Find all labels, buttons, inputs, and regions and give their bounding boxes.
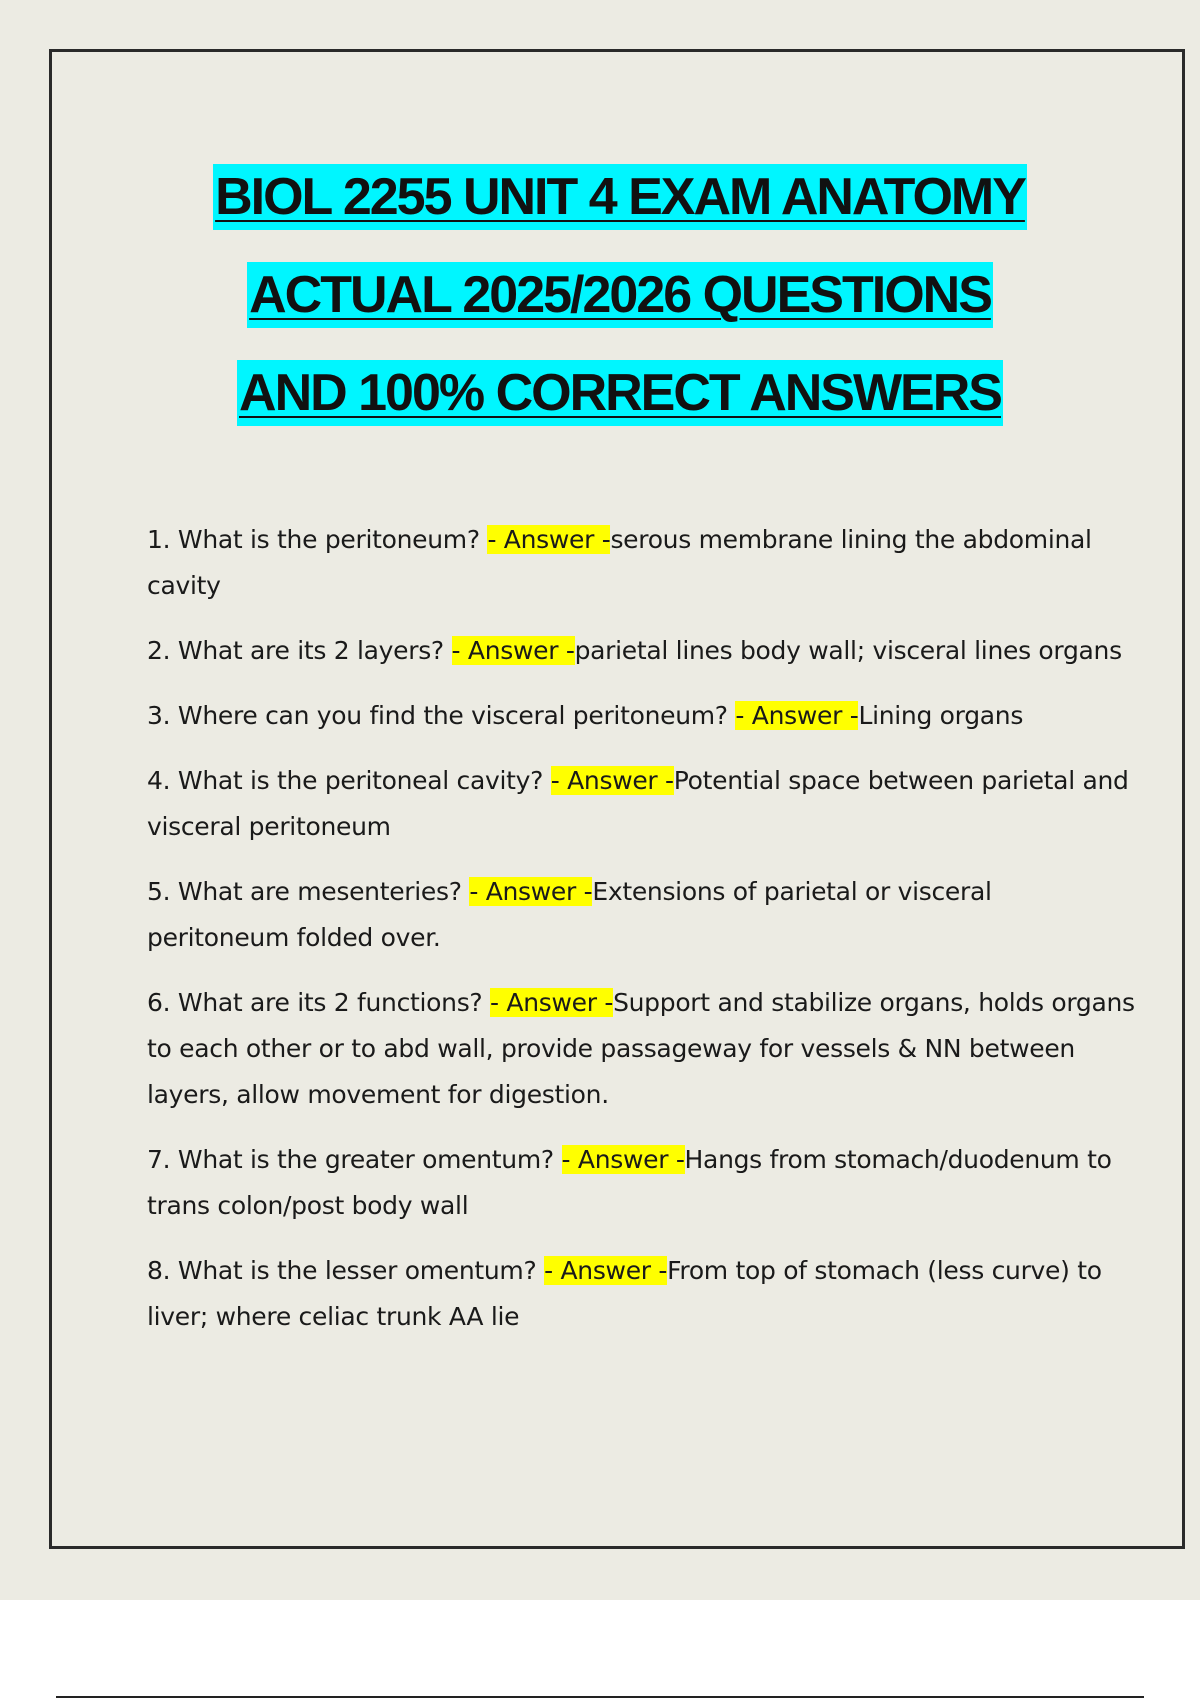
answer-text: Support and stabilize organs, holds organs to each other or to abd wall, provide passageway for vessels & NN between layers, allow movement for digestion. [147,988,1135,1109]
answer-text: Hangs from stomach/duodenum to trans colon/post body wall [147,1145,1112,1220]
question-text: 8. What is the lesser omentum? [147,1256,545,1285]
answer-text: Extensions of parietal or visceral peritoneum folded over. [147,877,992,952]
answer-text: Lining organs [858,701,1024,730]
question-text: 6. What are its 2 functions? [147,988,491,1017]
answer-marker: - Answer - [550,766,674,795]
qa-item-4 [147,758,1137,850]
answer-text: parietal lines body wall; visceral lines organs [574,636,1122,665]
answer-text: From top of stomach (less curve) to liver; where celiac trunk AA lie [147,1256,1102,1331]
answer-marker: - Answer - [487,525,611,554]
qa-item-3 [147,693,1137,739]
question-text: 7. What is the greater omentum? [147,1145,562,1174]
answer-marker: - Answer - [490,988,614,1017]
question-text: 1. What is the peritoneum? [147,525,488,554]
qa-item-2 [147,628,1137,674]
qa-item-6 [147,980,1137,1118]
answer-text: serous membrane lining the abdominal cavity [147,525,1092,600]
title-line-2: ACTUAL 2025/2026 QUESTIONS [52,246,1188,344]
question-text: 3. Where can you find the visceral peritoneum? [147,701,736,730]
page-border [49,49,1185,1549]
title-line-3: AND 100% CORRECT ANSWERS [52,344,1188,442]
answer-marker: - Answer - [544,1256,668,1285]
qa-item-1 [147,517,1137,609]
qa-item-5 [147,869,1137,961]
document-title [52,148,1188,442]
question-text: 4. What is the peritoneal cavity? [147,766,551,795]
question-text: 5. What are mesenteries? [147,877,470,906]
answer-marker: - Answer - [451,636,575,665]
answer-marker: - Answer - [469,877,593,906]
qa-item-8 [147,1248,1137,1340]
answer-text: Potential space between parietal and visceral peritoneum [147,766,1129,841]
qa-item-7 [147,1137,1137,1229]
title-line-1: BIOL 2255 UNIT 4 EXAM ANATOMY [52,148,1188,246]
answer-marker: - Answer - [735,701,859,730]
footer-divider [56,1696,1144,1698]
answer-marker: - Answer - [561,1145,685,1174]
question-answer-list [147,517,1137,1359]
question-text: 2. What are its 2 layers? [147,636,452,665]
